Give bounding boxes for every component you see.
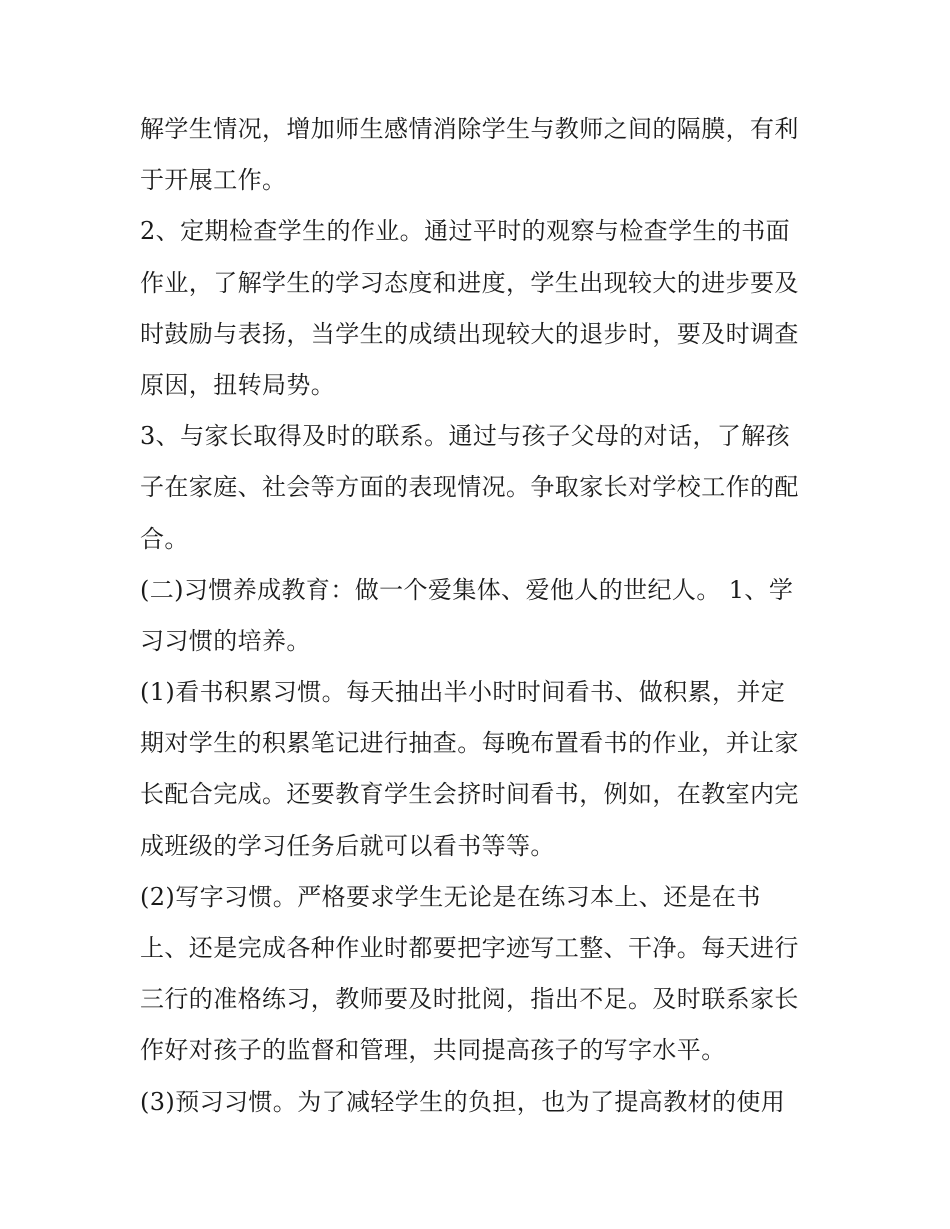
text-line: 三行的准格练习，教师要及时批阅，指出不足。及时联系家长	[140, 985, 799, 1014]
text-line: 长配合完成。还要教育学生会挤时间看书，例如，在教室内完	[140, 780, 799, 809]
text-line: 期对学生的积累笔记进行抽查。每晚布置看书的作业，并让家	[140, 729, 799, 758]
text-line: 合。	[140, 524, 189, 553]
text-line: 作好对孩子的监督和管理，共同提高孩子的写字水平。	[140, 1036, 726, 1065]
text-line: 2、定期检查学生的作业。通过平时的观察与检查学生的书面	[140, 217, 791, 246]
text-line: 3、与家长取得及时的联系。通过与孩子父母的对话，了解孩	[140, 422, 791, 451]
text-line: (2)写字习惯。严格要求学生无论是在练习本上、还是在书	[140, 882, 761, 911]
text-line: 子在家庭、社会等方面的表现情况。争取家长对学校工作的配	[140, 473, 799, 502]
text-line: 成班级的学习任务后就可以看书等等。	[140, 831, 555, 860]
document-body	[140, 104, 820, 1128]
text-line: 作业，了解学生的学习态度和进度，学生出现较大的进步要及	[140, 268, 799, 297]
text-line: (1)看书积累习惯。每天抽出半小时时间看书、做积累，并定	[140, 678, 786, 707]
text-line: (二)习惯养成教育：做一个爱集体、爱他人的世纪人。 1、学	[140, 575, 794, 604]
text-line: 原因，扭转局势。	[140, 370, 336, 399]
text-line: (3)预习习惯。为了减轻学生的负担，也为了提高教材的使用	[140, 1087, 786, 1116]
text-line: 上、还是完成各种作业时都要把字迹写工整、干净。每天进行	[140, 934, 799, 962]
text-line: 于开展工作。	[140, 166, 287, 195]
text-line: 解学生情况，增加师生感情消除学生与教师之间的隔膜，有利	[140, 115, 799, 143]
text-line: 时鼓励与表扬，当学生的成绩出现较大的退步时，要及时调查	[140, 319, 799, 348]
text-line: 习习惯的培养。	[140, 626, 311, 655]
